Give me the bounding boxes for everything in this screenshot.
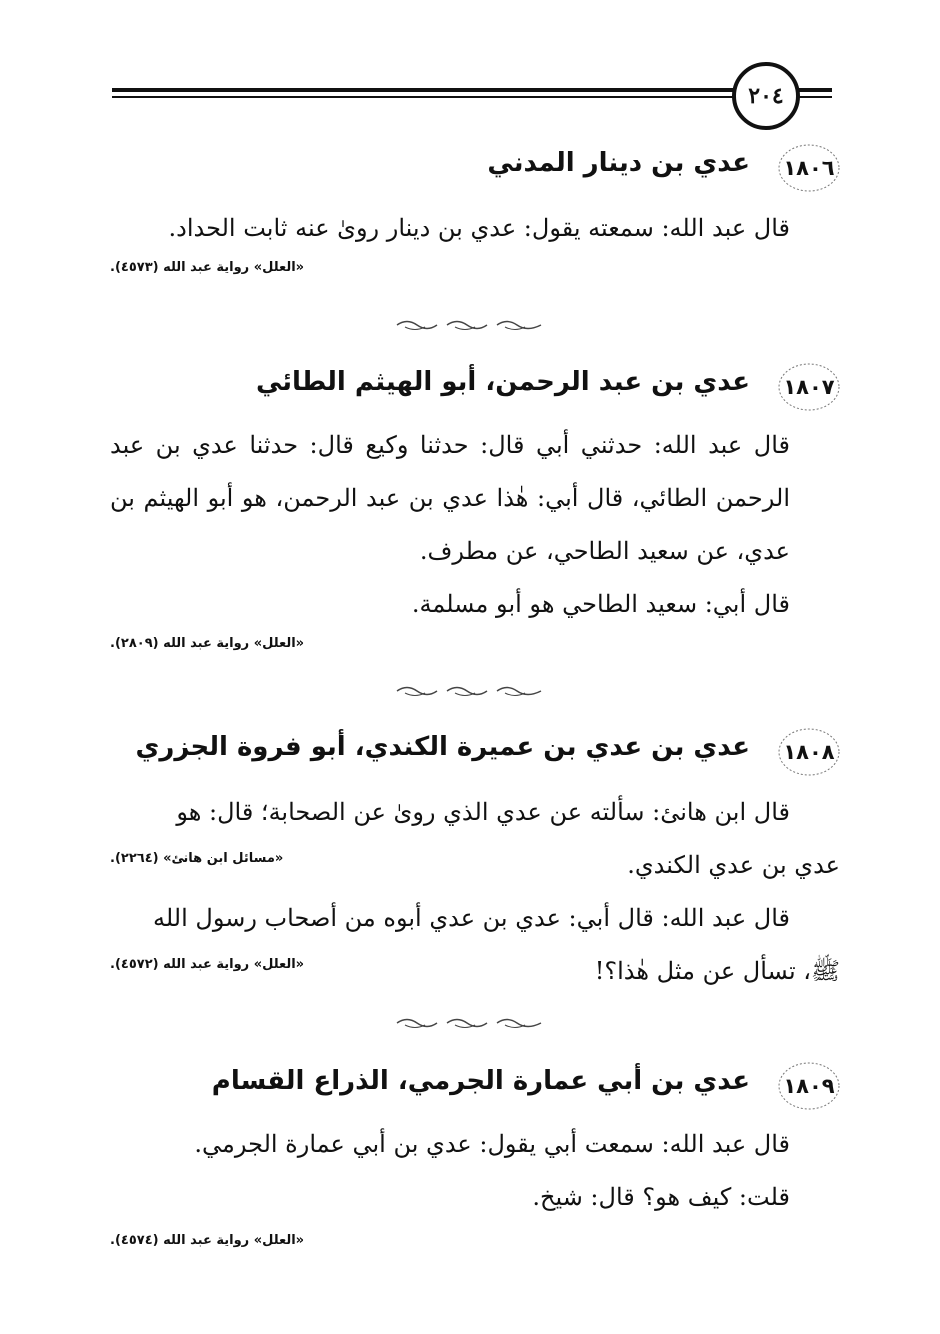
entry-1809 <box>110 1056 840 1254</box>
entry-title: عدي بن دينار المدني <box>487 148 750 178</box>
ornament-divider <box>395 684 545 698</box>
entry-number-badge <box>776 1060 842 1112</box>
paragraph: قال أبي: سعيد الطاحي هو أبو مسلمة. <box>411 590 790 618</box>
entry-1806 <box>110 138 840 281</box>
entry-1807 <box>110 357 840 657</box>
ornament-divider <box>395 318 545 332</box>
entry-title: عدي بن عدي بن عميرة الكندي، أبو فروة الجزري <box>135 732 750 762</box>
paragraph-line: قال عبد الله: قال أبي: عدي بن عدي أبوه من أصحاب رسول الله <box>152 904 790 932</box>
source-citation: «العلل» رواية عبد الله (٤٥٧٣). <box>110 260 305 275</box>
entry-title: عدي بن عبد الرحمن، أبو الهيثم الطائي <box>255 367 750 397</box>
entry-number-badge <box>776 726 842 778</box>
entry-1808 <box>110 722 840 998</box>
source-citation: «العلل» رواية عبد الله (٢٨٠٩). <box>110 636 305 651</box>
paragraph: قال عبد الله: سمعت أبي يقول: عدي بن أبي عمارة الجرمي. <box>194 1130 790 1158</box>
source-citation: «العلل» رواية عبد الله (٤٥٧٤). <box>110 1233 305 1248</box>
paragraph: قال عبد الله: سمعته يقول: عدي بن دينار روىٰ عنه ثابت الحداد. <box>168 214 790 242</box>
ornament-divider <box>395 1016 545 1030</box>
paragraph: قال عبد الله: حدثني أبي قال: حدثنا وكيع قال: حدثنا عدي بن عبد الرحمن الطائي، قال أبي: هٰذا عدي بن عبد الرحمن، هو أبو الهيثم بن عدي، عن سعيد الطاحي، عن مطرف. <box>110 431 790 565</box>
entry-number: ١٨٠٩ <box>783 1074 835 1098</box>
source-citation: «مسائل ابن هانئ» (٢٢٦٤). <box>110 851 284 866</box>
entry-number: ١٨٠٧ <box>783 375 835 399</box>
paragraph-line: قال ابن هانئ: سألته عن عدي الذي روىٰ عن الصحابة؛ قال: هو <box>176 798 790 826</box>
page-number: ٢٠٤ <box>732 62 800 130</box>
entry-number-badge <box>776 361 842 413</box>
entry-number: ١٨٠٦ <box>783 156 835 180</box>
paragraph-line: عدي بن عدي الكندي. <box>627 851 840 879</box>
header-rule <box>112 88 832 102</box>
source-citation: «العلل» رواية عبد الله (٤٥٧٢). <box>110 957 305 972</box>
entry-number-badge <box>776 142 842 194</box>
entry-number: ١٨٠٨ <box>783 740 835 764</box>
paragraph: قلت: كيف هو؟ قال: شيخ. <box>532 1183 790 1211</box>
entry-title: عدي بن أبي عمارة الجرمي، الذراع القسام <box>211 1066 750 1096</box>
paragraph-line: ﷺ، تسأل عن مثل هٰذا؟! <box>594 957 840 985</box>
